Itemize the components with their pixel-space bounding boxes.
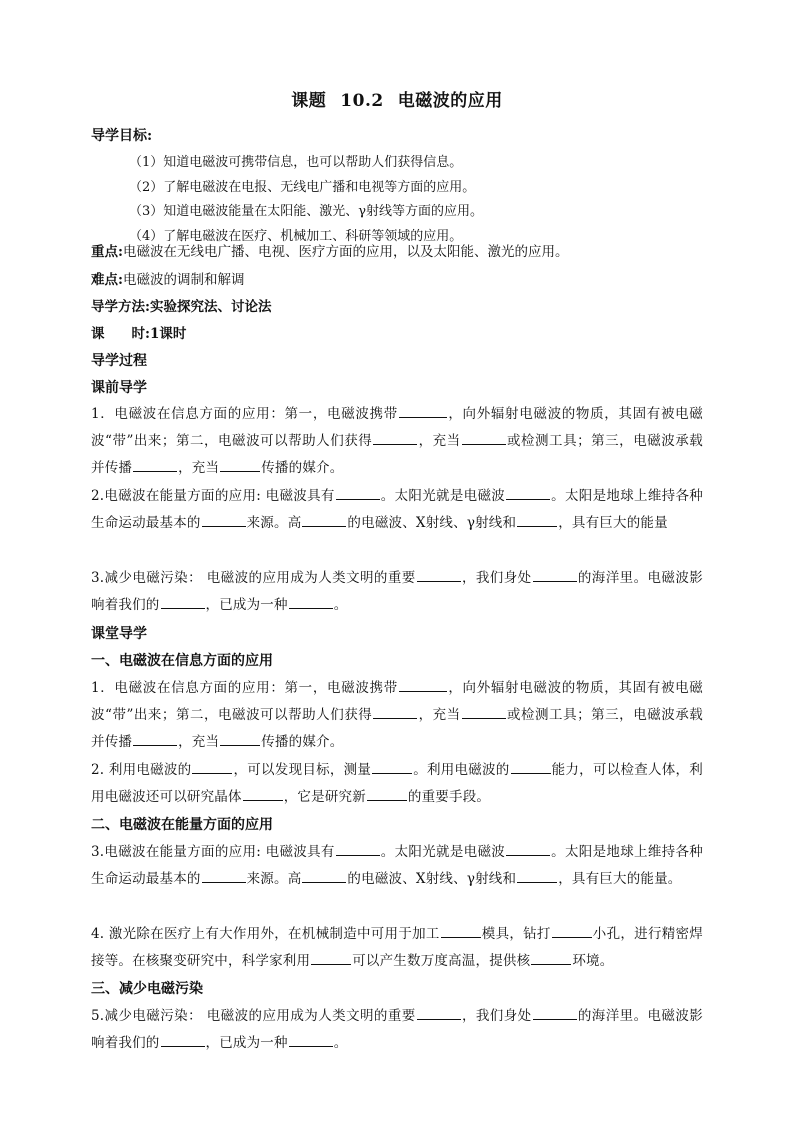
text-segment: 传播的媒介。 (261, 460, 344, 476)
text-segment: 。太阳光就是电磁波 (380, 488, 506, 504)
period (91, 325, 703, 343)
answer-blank[interactable] (289, 1045, 333, 1047)
text-segment: 。 (333, 597, 348, 613)
answer-blank[interactable] (220, 470, 260, 472)
answer-blank[interactable] (531, 963, 571, 965)
text-segment: 能力，可以检查人体，利用电磁波还可以研究晶体 (91, 762, 703, 805)
key-points-text: 电磁波在无线电广播、电视、医疗方面的应用，以及太阳能、激光的应用。 (122, 244, 569, 260)
answer-blank[interactable] (372, 772, 412, 774)
key-points (91, 243, 703, 261)
goals-heading: 导学目标: (91, 128, 153, 144)
text-segment: ，已成为一种 (205, 1035, 288, 1051)
text-segment: ，向外辐射电磁波的物质，其固有被电磁波“带”出来；第二，电磁波可以帮助人们获得 (91, 406, 703, 449)
text-segment: 环境。 (572, 953, 614, 969)
answer-blank[interactable] (302, 525, 346, 527)
answer-blank[interactable] (441, 936, 481, 938)
class-question-5 (91, 1003, 703, 1057)
difficulty (91, 271, 703, 289)
answer-blank[interactable] (417, 580, 461, 582)
text-segment: 4. 激光除在医疗上有大作用外，在机械制造中可用于加工 (91, 926, 440, 942)
answer-blank[interactable] (517, 525, 557, 527)
answer-blank[interactable] (373, 717, 417, 719)
text-segment: ，充当 (178, 734, 220, 750)
answer-blank[interactable] (220, 744, 260, 746)
text-segment: 2.电磁波在能量方面的应用: 电磁波具有 (91, 488, 335, 504)
answer-blank[interactable] (202, 881, 246, 883)
goal-item: （3）知道电磁波能量在太阳能、激光、γ射线等方面的应用。 (129, 204, 484, 219)
answer-blank[interactable] (533, 580, 577, 582)
method-text: 实验探究法、讨论法 (149, 299, 272, 315)
title-number: 10.2 (340, 91, 384, 111)
pre-question-3 (91, 565, 703, 619)
text-segment: 来源。高 (246, 871, 302, 887)
key-points-label: 重点: (91, 244, 123, 260)
period-label: 课 时: (91, 326, 150, 342)
text-segment: 的重要手段。 (407, 789, 491, 805)
pre-question-1 (91, 401, 703, 482)
text-segment: 或检测工具；第三，电磁波承载并传播 (91, 707, 703, 750)
text-segment: ，充当 (418, 433, 461, 449)
difficulty-label: 难点: (91, 272, 123, 288)
class-question-1 (91, 675, 703, 756)
text-segment: ，向外辐射电磁波的物质，其固有被电磁波“带”出来；第二，电磁波可以帮助人们获得 (91, 680, 703, 723)
text-segment: 。太阳是地球上维持各种生命运动最基本的 (91, 488, 703, 531)
text-segment: 。太阳光就是电磁波 (380, 844, 506, 860)
answer-blank[interactable] (161, 1045, 205, 1047)
text-segment: 1．电磁波在信息方面的应用：第一，电磁波携带 (91, 680, 398, 696)
text-segment: ，可以发现目标，测量 (233, 762, 372, 778)
answer-blank[interactable] (302, 881, 346, 883)
text-segment: ，我们身处 (461, 1008, 532, 1024)
text-segment: ，我们身处 (461, 570, 532, 586)
text-segment: 传播的媒介。 (261, 734, 344, 750)
answer-blank[interactable] (289, 607, 333, 609)
class-question-2 (91, 757, 703, 811)
process-heading: 导学过程 (91, 353, 147, 369)
text-segment: 来源。高 (246, 515, 302, 531)
answer-blank[interactable] (399, 690, 447, 692)
answer-blank[interactable] (133, 744, 177, 746)
text-segment: 模具，钻打 (481, 926, 551, 942)
text-segment: 的电磁波、X射线、γ射线和 (347, 515, 517, 531)
answer-blank[interactable] (533, 1018, 577, 1020)
method (91, 298, 703, 316)
answer-blank[interactable] (367, 799, 407, 801)
answer-blank[interactable] (311, 963, 351, 965)
pre-study-heading: 课前导学 (91, 380, 147, 396)
section-2-heading: 二、电磁波在能量方面的应用 (91, 817, 273, 833)
pre-question-2 (91, 483, 703, 537)
class-question-3 (91, 839, 703, 893)
text-segment: ，已成为一种 (205, 597, 288, 613)
text-segment: 5.减少电磁污染： 电磁波的应用成为人类文明的重要 (91, 1008, 416, 1024)
answer-blank[interactable] (462, 717, 506, 719)
text-segment: ，充当 (418, 707, 461, 723)
method-label: 导学方法: (91, 299, 150, 315)
answer-blank[interactable] (417, 1018, 461, 1020)
answer-blank[interactable] (552, 936, 592, 938)
period-text: 1课时 (149, 326, 187, 342)
text-segment: 或检测工具；第三，电磁波承载并传播 (91, 433, 703, 476)
goal-item: （2）了解电磁波在电报、无线电广播和电视等方面的应用。 (129, 179, 476, 195)
answer-blank[interactable] (133, 470, 177, 472)
answer-blank[interactable] (462, 443, 506, 445)
title-text: 电磁波的应用 (397, 91, 503, 111)
text-segment: 。太阳是地球上维持各种生命运动最基本的 (91, 844, 703, 887)
answer-blank[interactable] (506, 498, 550, 500)
goal-item: （4）了解电磁波在医疗、机械加工、科研等领域的应用。 (129, 228, 463, 244)
answer-blank[interactable] (517, 881, 557, 883)
difficulty-text: 电磁波的调制和解调 (122, 272, 245, 288)
text-segment: ，充当 (178, 460, 220, 476)
class-question-4 (91, 921, 703, 975)
answer-blank[interactable] (161, 607, 205, 609)
answer-blank[interactable] (399, 416, 447, 418)
text-segment: ，具有巨大的能量 (558, 515, 668, 531)
answer-blank[interactable] (373, 443, 417, 445)
goals-section (91, 127, 703, 249)
class-study-heading: 课堂导学 (91, 626, 147, 642)
text-segment: 2. 利用电磁波的 (91, 762, 192, 778)
text-segment: ，它是研究新 (283, 789, 366, 805)
section-3-heading: 三、减少电磁污染 (91, 981, 203, 997)
text-segment: 3.电磁波在能量方面的应用: 电磁波具有 (91, 844, 335, 860)
section-1-heading: 一、电磁波在信息方面的应用 (91, 653, 273, 669)
text-segment: 的电磁波、X射线、γ射线和 (347, 871, 517, 887)
answer-blank[interactable] (192, 772, 232, 774)
goal-item: （1）知道电磁波可携带信息，也可以帮助人们获得信息。 (129, 155, 463, 170)
page-title (0, 86, 794, 111)
title-label: 课题 (291, 91, 327, 111)
text-segment: 可以产生数万度高温，提供核 (352, 953, 531, 969)
answer-blank[interactable] (336, 854, 380, 856)
text-segment: 。 (333, 1035, 348, 1051)
text-segment: 1．电磁波在信息方面的应用：第一，电磁波携带 (91, 406, 398, 422)
text-segment: 的海洋里。电磁波影响着我们的 (91, 1008, 703, 1051)
text-segment: 的海洋里。电磁波影响着我们的 (91, 570, 703, 613)
text-segment: 3.减少电磁污染： 电磁波的应用成为人类文明的重要 (91, 570, 416, 586)
answer-blank[interactable] (511, 772, 551, 774)
answer-blank[interactable] (336, 498, 380, 500)
text-segment: 小孔，进行精密焊接等。在核聚变研究中，科学家利用 (91, 926, 703, 969)
answer-blank[interactable] (243, 799, 283, 801)
answer-blank[interactable] (506, 854, 550, 856)
text-segment: 。利用电磁波的 (413, 762, 510, 778)
text-segment: ，具有巨大的能量。 (558, 871, 682, 887)
answer-blank[interactable] (202, 525, 246, 527)
